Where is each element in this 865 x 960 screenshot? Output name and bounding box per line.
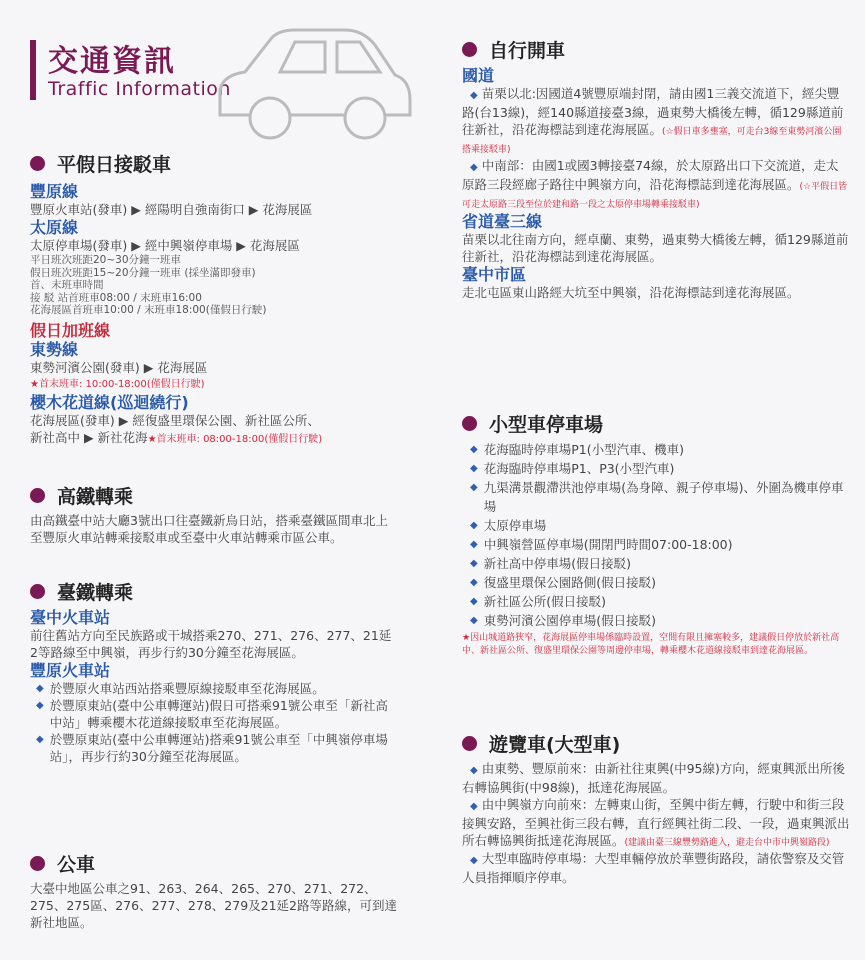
route-text: 走北屯區東山路經大坑至中興嶺，沿花海標誌到達花海展區。 (462, 285, 800, 300)
shuttle-block (30, 182, 420, 448)
route-text: ◆ 由中興嶺方向前來：左轉東山街，至興中街左轉，行駛中和街三段接興安路，至興社街三段右轉，直行經興社街二段、一段，過東興派出所右轉協興街抵達花海展區。(建議由臺三線豐勢路進入，避走台中市中興嶺路段) (462, 797, 850, 848)
note-text: 接 駁 站首班車08:00 / 末班車16:00 (30, 291, 202, 304)
diamond-icon: ◆ (470, 162, 478, 173)
section-bus (30, 850, 95, 877)
parking-list (462, 440, 850, 658)
list-item: ◆ 於豐原東站(臺中公車轉運站)搭乘91號公車至「中興嶺停車場站」，再步行約30分鐘至花海展區。 (36, 732, 388, 764)
list-item: ◆ 於豐原火車站西站搭乘豐原線接駁車至花海展區。 (36, 681, 325, 696)
diamond-icon: ◆ (470, 444, 478, 455)
section-heading: 小型車停車場 (489, 414, 604, 436)
bullet-dot (30, 156, 45, 171)
section-parking (462, 410, 603, 437)
section-heading: 平假日接駁車 (57, 154, 172, 176)
diamond-icon: ◆ (470, 615, 478, 626)
section-shuttle (30, 150, 171, 177)
list-item: ◆ 中興嶺營區停車場(開閉門時間07:00-18:00) (470, 537, 733, 552)
list-item: ◆ 新社區公所(假日接駁) (470, 594, 606, 609)
note-text: 首、末班車時間 (30, 279, 104, 291)
tra-block (30, 608, 398, 765)
note-text: 花海展區首班車10:00 / 末班車18:00(僅假日行駛) (30, 304, 267, 316)
drive-block (462, 66, 850, 301)
route-note: (☆假日車多壅塞，可走台3線至東勢河濱公園搭乘接駁車) (462, 127, 842, 155)
section-heading: 遊覽車(大型車) (489, 734, 621, 756)
bullet-dot (30, 584, 45, 599)
bullet-dot (30, 856, 45, 871)
route-text: 東勢河濱公園(發車) ▶ 花海展區 (30, 359, 208, 375)
line-name: 櫻木花道線(巡迴繞行) (30, 392, 189, 412)
diamond-icon: ◆ (470, 596, 478, 607)
page-title: 交通資訊 (48, 44, 176, 79)
line-name: 東勢線 (30, 339, 79, 359)
note-text: 假日班次班距15~20分鐘一班車 (採坐滿即發車) (30, 266, 256, 279)
schedule-note: ★首末班車: 08:00-18:00(僅假日行駛) (147, 433, 323, 445)
station-name: 豐原火車站 (30, 661, 111, 680)
list-item: ◆ 太原停車場 (470, 518, 547, 533)
diamond-icon: ◆ (36, 734, 44, 745)
list-item: ◆ 復盛里環保公園路側(假日接駁) (470, 575, 656, 590)
parking-note: ★因山城道路狹窄，花海展區停車場係臨時設置，空間有限且擁塞較多，建議假日停放於新社高中、新社區公所、復盛里環保公園等周邊停車場，轉乘櫻木花道線接駁車到達花海展區。 (462, 633, 840, 656)
line-name: 太原線 (30, 218, 79, 237)
section-hsr (30, 482, 133, 509)
section-coach (462, 730, 620, 757)
route-text: 太原停車場(發車) ▶ 經中興嶺停車場 ▶ 花海展區 (30, 238, 300, 253)
section-tra (30, 578, 133, 605)
diamond-icon: ◆ (470, 855, 478, 866)
station-name: 臺中火車站 (30, 608, 111, 627)
diamond-icon: ◆ (470, 482, 478, 493)
route-text: 新社高中 ▶ 新社花海★首末班車: 08:00-18:00(僅假日行駛) (30, 429, 323, 445)
route-text: ◆ 苗栗以北:因國道4號豐原端封閉，請由國1三義交流道下，經尖豐路(台13線)，經140縣道接臺3線，過東勢大橋後左轉，循129縣道前往新社，沿花海標誌到達花海展區。(☆假日車多壅塞，可走台3線至東勢河濱公園搭乘接駁車) (462, 86, 844, 155)
schedule-note: ★首末班車: 10:00-18:00(僅假日行駛) (30, 378, 205, 390)
coach-block (462, 760, 850, 886)
holiday-heading: 假日加班線 (30, 320, 111, 340)
road-heading: 省道臺三線 (462, 212, 543, 231)
diamond-icon: ◆ (470, 90, 478, 101)
route-note: (☆平假日皆可走太原路三段至位於建和路一段之太原停車場轉乘接駁車) (462, 182, 848, 210)
section-heading: 臺鐵轉乘 (57, 582, 134, 604)
page-subtitle: Traffic Information (48, 78, 231, 100)
list-item: ◆ 花海臨時停車場P1、P3(小型汽車) (470, 461, 675, 476)
list-item: ◆ 花海臨時停車場P1(小型汽車、機車) (470, 442, 684, 457)
list-item: ◆ 新社高中停車場(假日接駁) (470, 556, 631, 571)
route-text: ◆ 大型車臨時停車場：大型車輛停放於華豐街路段，請依警察及交管人員指揮順序停車。 (462, 851, 845, 885)
station-text: 前往舊站方向至民族路或干城搭乘270、271、276、277、21延2等路線至中興嶺，再步行約30分鐘至花海展區。 (30, 628, 392, 660)
diamond-icon: ◆ (470, 801, 478, 812)
bullet-dot (462, 42, 477, 57)
line-name: 豐原線 (30, 182, 79, 201)
route-text: 豐原火車站(發車) ▶ 經陽明自強南街口 ▶ 花海展區 (30, 202, 313, 217)
diamond-icon: ◆ (470, 765, 478, 776)
route-text: 花海展區(發車) ▶ 經復盛里環保公園、新社區公所、 (30, 412, 320, 428)
route-text: ◆ 由東勢、豐原前來：由新社往東興(中95線)方向，經東興派出所後右轉協興街(中98線)，抵達花海展區。 (462, 761, 845, 795)
note-text: 平日班次班距20~30分鐘一班車 (30, 254, 182, 266)
section-drive (462, 36, 565, 63)
diamond-icon: ◆ (36, 683, 44, 694)
car-icon (215, 20, 415, 150)
diamond-icon: ◆ (470, 520, 478, 531)
road-heading: 臺中市區 (462, 265, 527, 284)
section-heading: 公車 (57, 854, 96, 876)
hsr-text: 由高鐵臺中站大廳3號出口往臺鐵新烏日站，搭乘臺鐵區間車北上至豐原火車站轉乘接駁車或至臺中火車站轉乘市區公車。 (30, 513, 388, 545)
diamond-icon: ◆ (470, 577, 478, 588)
diamond-icon: ◆ (470, 463, 478, 474)
section-heading: 高鐵轉乘 (57, 486, 134, 508)
list-item: ◆ 九渠溝景觀滯洪池停車場(為身障、親子停車場)、外圍為機車停車場 (470, 480, 844, 514)
diamond-icon: ◆ (470, 539, 478, 550)
list-item: ◆ 於豐原東站(臺中公車轉運站)假日可搭乘91號公車至「新社高中站」轉乘櫻木花道線接駁車至花海展區。 (36, 698, 388, 730)
diamond-icon: ◆ (36, 700, 44, 711)
bus-text: 大臺中地區公車之91、263、264、265、270、271、272、275、275區、276、277、278、279及21延2路等路線，可到達新社地區。 (30, 881, 398, 930)
section-heading: 自行開車 (489, 40, 566, 62)
diamond-icon: ◆ (470, 558, 478, 569)
bullet-dot (462, 736, 477, 751)
road-heading: 國道 (462, 66, 495, 85)
route-text: 苗栗以北往南方向，經卓蘭、東勢，過東勢大橋後左轉，循129縣道前往新社，沿花海標誌到達花海展區。 (462, 232, 849, 264)
route-note: (建議由臺三線豐勢路進入，避走台中市中興嶺路段) (624, 838, 830, 848)
bullet-dot (462, 416, 477, 431)
list-item: ◆ 東勢河濱公園停車場(假日接駁) (470, 613, 656, 628)
route-text: ◆ 中南部：由國1或國3轉接臺74線，於太原路出口下交流道，走太原路三段經廊子路往中興嶺方向，沿花海標誌到達花海展區。(☆平假日皆可走太原路三段至位於建和路一段之太原停車場轉乘接駁車) (462, 158, 848, 210)
title-accent-bar (30, 40, 36, 100)
bullet-dot (30, 488, 45, 503)
